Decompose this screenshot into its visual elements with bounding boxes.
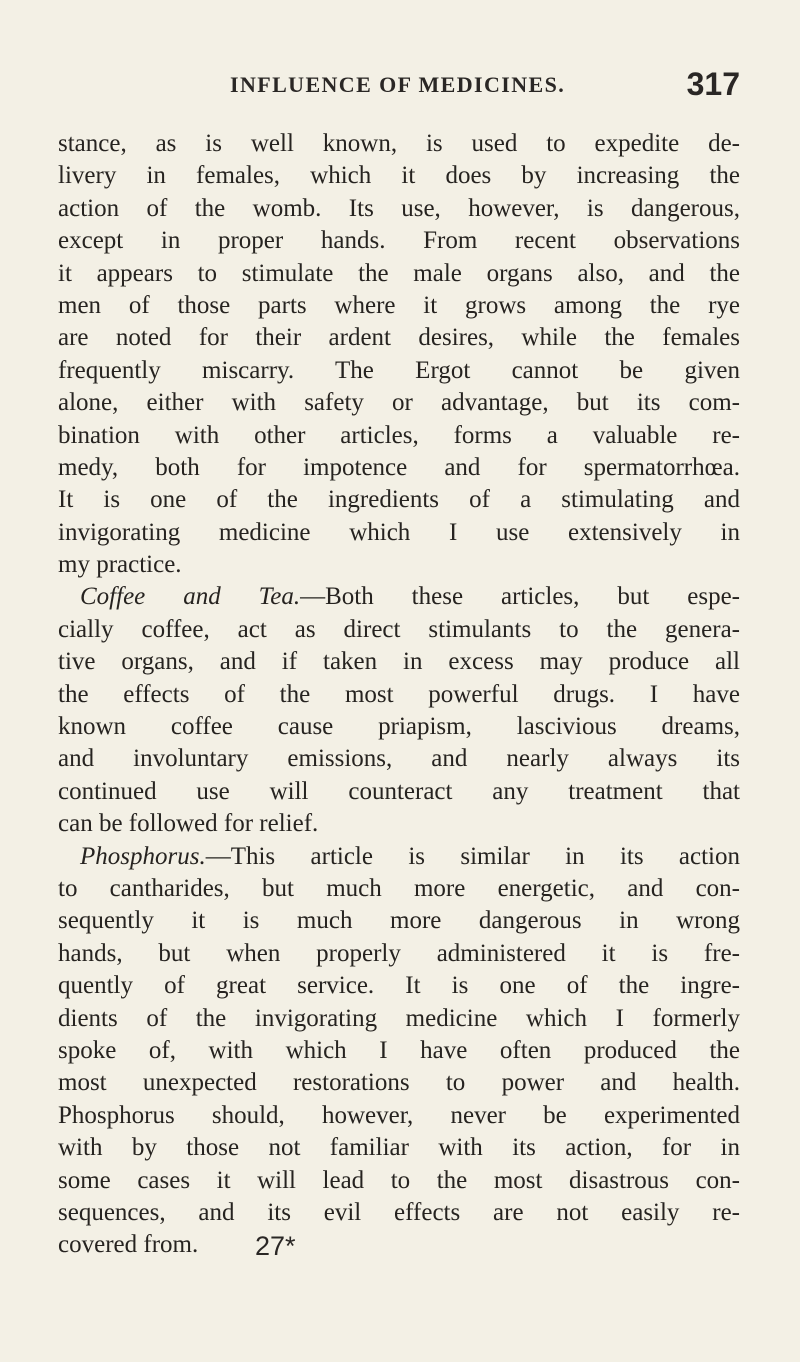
text-line: frequently miscarry. The Ergot cannot be given (58, 356, 740, 384)
text-line: livery in females, which it does by increasing the (58, 162, 740, 190)
text-line: my practice. (58, 551, 182, 579)
text-run: —Both these articles, but espe- (300, 583, 740, 611)
text-line: known coffee cause priapism, lascivious dreams, (58, 713, 740, 741)
section-lead: Phosphorus. (80, 842, 206, 870)
paragraph-coffee-and-tea (58, 581, 740, 840)
text-line: medy, both for impotence and for spermatorrhœa. (58, 453, 740, 481)
text-line: men of those parts where it grows among the rye (58, 291, 740, 319)
text-line: It is one of the ingredients of a stimulating and (58, 486, 740, 514)
text-line: can be followed for relief. (58, 810, 319, 838)
text-line: with by those not familiar with its action, for in (58, 1134, 740, 1162)
text-line: most unexpected restorations to power and health. (58, 1069, 740, 1097)
text-line: sequently it is much more dangerous in wrong (58, 907, 740, 935)
text-line: Phosphorus should, however, never be experimented (58, 1101, 740, 1129)
text-line (58, 841, 740, 873)
text-line: covered from. (58, 1231, 199, 1259)
text-line: quently of great service. It is one of the ingre- (58, 972, 740, 1000)
running-header (230, 66, 740, 106)
text-line: hands, but when properly administered it is fre- (58, 939, 740, 967)
text-line: tive organs, and if taken in excess may produce all (58, 648, 740, 676)
text-line: are noted for their ardent desires, while the females (58, 324, 740, 352)
text-line: to cantharides, but much more energetic, and con- (58, 874, 740, 902)
text-line: some cases it will lead to the most disastrous con- (58, 1166, 740, 1194)
body-text (58, 128, 740, 1262)
text-line: and involuntary emissions, and nearly always its (58, 745, 740, 773)
paragraph-phosphorus (58, 841, 740, 1262)
text-line: except in proper hands. From recent observations (58, 227, 740, 255)
text-run: —This article is similar in its action (205, 842, 740, 870)
text-line (58, 581, 740, 613)
section-lead: Coffee and Tea. (80, 583, 301, 611)
page-number: 317 (686, 66, 740, 102)
text-line: the effects of the most powerful drugs. I have (58, 680, 740, 708)
text-line: sequences, and its evil effects are not easily re- (58, 1198, 740, 1226)
running-title: INFLUENCE OF MEDICINES. (230, 72, 566, 97)
text-line: stance, as is well known, is used to expedite de- (58, 130, 740, 157)
signature-mark: 27* (255, 1231, 296, 1261)
paragraph-ergot (58, 128, 740, 581)
text-line: dients of the invigorating medicine which I formerly (58, 1004, 740, 1032)
text-line: invigorating medicine which I use extensively in (58, 518, 740, 546)
text-line: bination with other articles, forms a valuable re- (58, 421, 740, 449)
text-line: action of the womb. Its use, however, is dangerous, (58, 194, 740, 222)
text-line: cially coffee, act as direct stimulants to the genera- (58, 615, 740, 643)
text-line: spoke of, with which I have often produced the (58, 1036, 740, 1064)
text-line: continued use will counteract any treatment that (58, 777, 740, 805)
text-line: it appears to stimulate the male organs also, and the (58, 259, 740, 287)
text-line: alone, either with safety or advantage, but its com- (58, 389, 740, 417)
